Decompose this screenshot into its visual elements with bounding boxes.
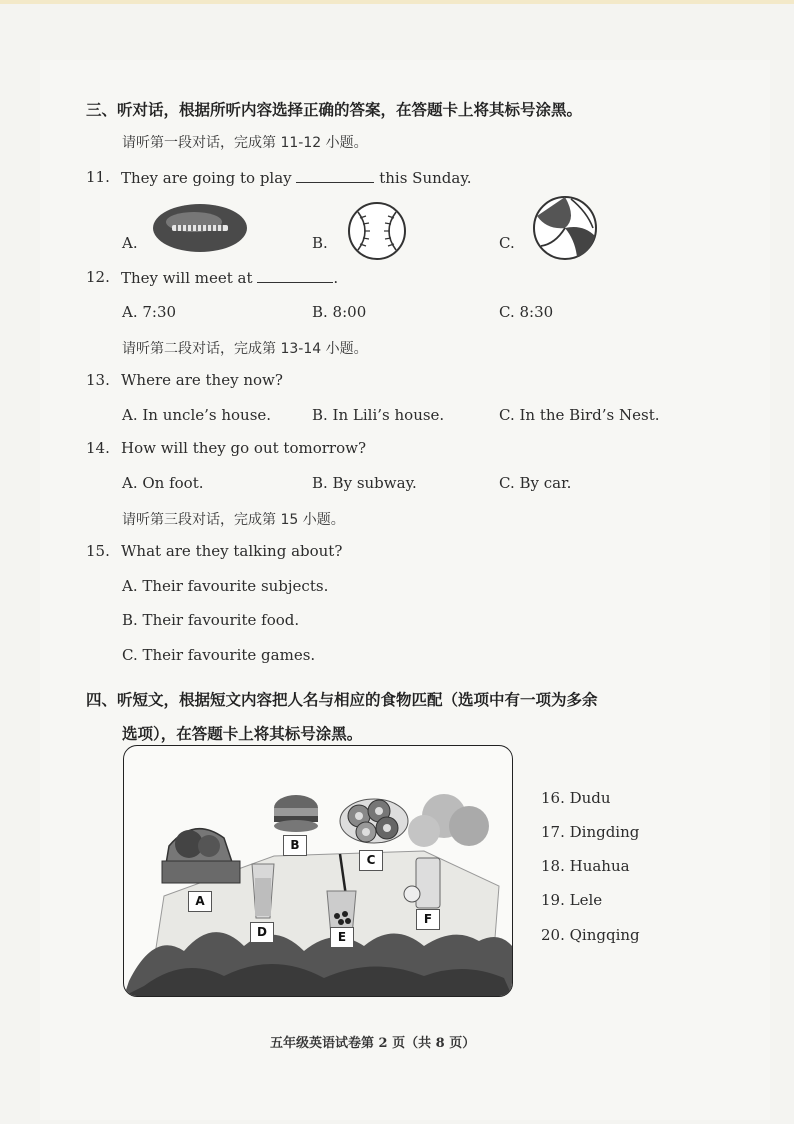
name-item-20: 20. Qingqing [541,926,640,944]
q11-option-b-label: B. [312,234,328,252]
q14-number: 14. [86,439,110,457]
picnic-label-b: B [283,835,307,856]
q12-option-c: C. 8:30 [499,303,554,321]
q14-stem: How will they go out tomorrow? [121,439,366,457]
picnic-picture [123,745,513,997]
section3-title: 三、听对话，根据所听内容选择正确的答案，在答题卡上将其标号涂黑。 [86,101,583,119]
q14-option-b: B. By subway. [312,474,417,492]
q13-option-b: B. In Lili’s house. [312,406,445,424]
q12-number: 12. [86,268,110,286]
section4-title-line1: 四、听短文，根据短文内容把人名与相应的食物匹配（选项中有一项为多余 [86,691,598,709]
section3-instruction-1: 请听第一段对话，完成第 11-12 小题。 [122,135,368,151]
q14-option-a: A. On foot. [122,474,204,492]
section3-instruction-2: 请听第二段对话，完成第 13-14 小题。 [122,341,368,357]
page-footer: 五年级英语试卷第 2 页（共 8 页） [270,1036,476,1051]
q13-stem: Where are they now? [121,371,283,389]
q11-option-c-label: C. [499,234,515,252]
picnic-label-f: F [416,909,440,930]
rugby-ball-icon [150,200,250,256]
picnic-label-d: D [250,922,274,943]
q13-option-c: C. In the Bird’s Nest. [499,406,660,424]
section3-instruction-3: 请听第三段对话，完成第 15 小题。 [122,512,345,528]
q12-stem-start: They will meet at [121,269,253,287]
picnic-scene-illustration [124,746,512,996]
volleyball-icon [531,194,599,262]
q12-option-a: A. 7:30 [122,303,177,321]
q11-number: 11. [86,168,110,186]
q12-stem-end: . [333,269,339,287]
q15-option-a: A. Their favourite subjects. [122,577,329,595]
q15-stem: What are they talking about? [121,542,343,560]
q14-option-c: C. By car. [499,474,572,492]
q15-option-b: B. Their favourite food. [122,611,300,629]
q11-option-a-label: A. [122,234,138,252]
q11-stem-end: this Sunday. [379,169,472,187]
name-item-17: 17. Dingding [541,823,640,841]
name-item-16: 16. Dudu [541,789,611,807]
picnic-label-e: E [330,927,354,948]
q11-stem-start: They are going to play [121,169,292,187]
q15-number: 15. [86,542,110,560]
picnic-label-a: A [188,891,212,912]
q12-option-b: B. 8:00 [312,303,367,321]
baseball-icon [346,200,408,262]
name-item-19: 19. Lele [541,891,603,909]
q12-stem [121,268,338,287]
picnic-label-c: C [359,850,383,871]
q13-option-a: A. In uncle’s house. [122,406,272,424]
q11-blank [296,168,374,183]
name-item-18: 18. Huahua [541,857,630,875]
q11-stem [121,168,472,187]
q12-blank [257,268,333,283]
q15-option-c: C. Their favourite games. [122,646,316,664]
q13-number: 13. [86,371,110,389]
section4-title-line2: 选项），在答题卡上将其标号涂黑。 [122,725,363,743]
top-edge [0,0,794,4]
